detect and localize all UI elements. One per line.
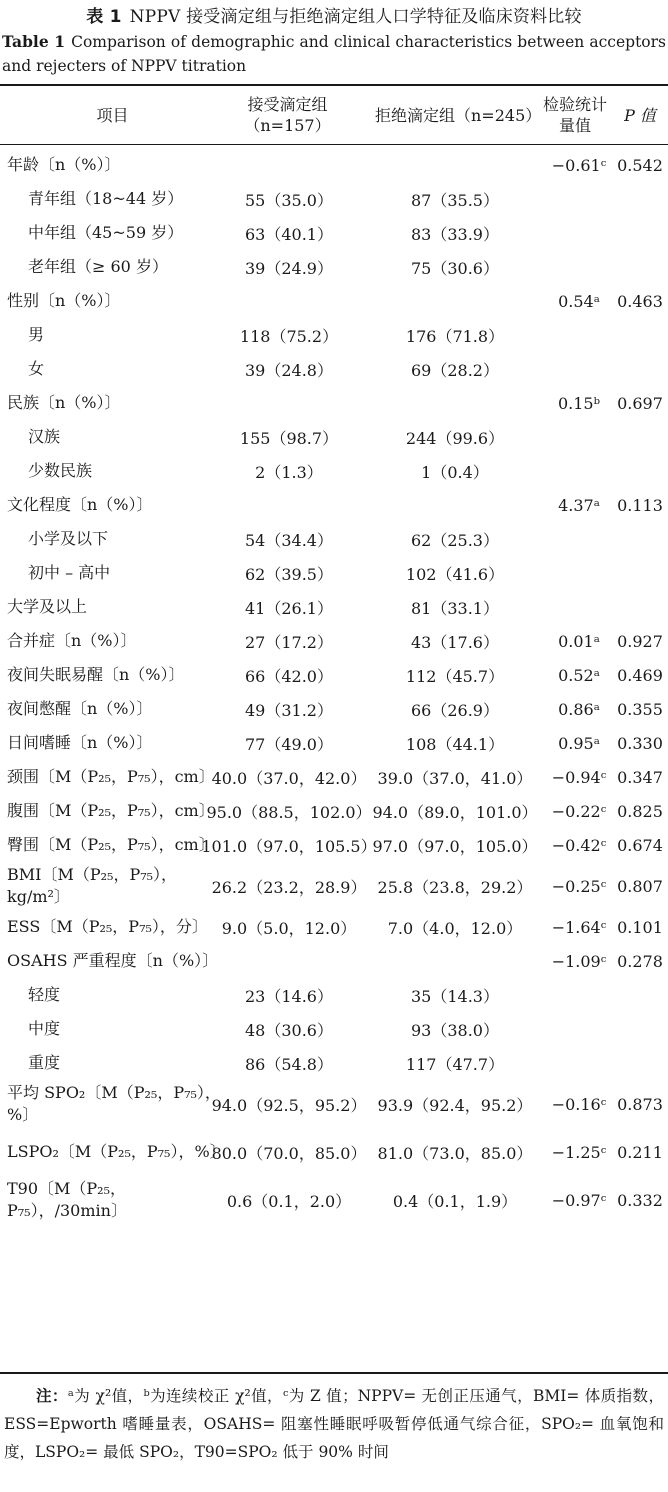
rejecters-value	[375, 284, 535, 318]
acceptors-value	[229, 944, 349, 978]
header-p-value: P 值	[624, 105, 656, 125]
table-row	[0, 284, 668, 318]
table-row	[0, 944, 668, 978]
p-value	[612, 454, 668, 488]
acceptors-value: 48（30.6）	[245, 1020, 333, 1040]
row-label: 年龄〔n（%）〕	[7, 155, 121, 174]
row-label: 夜间憋醒〔n（%）〕	[7, 699, 153, 718]
rejecters-value: 43（17.6）	[411, 632, 499, 652]
row-label: 老年组（≥ 60 岁）	[28, 257, 168, 276]
table-row	[0, 862, 668, 910]
row-label: 合并症〔n（%）〕	[7, 631, 137, 650]
caption-en-label: Table 1	[2, 32, 66, 51]
table-row	[0, 182, 668, 216]
statistic-value	[545, 1046, 613, 1080]
row-label: T90〔M（P₂₅，P₇₅），/30min〕	[7, 1179, 127, 1220]
rejecters-value: 0.4（0.1，1.9）	[392, 1191, 518, 1211]
acceptors-value: 49（31.2）	[245, 700, 333, 720]
statistic-value: −0.22ᶜ	[551, 801, 607, 821]
header-rejecters: 拒绝滴定组（n=245）	[375, 105, 542, 125]
table-note	[4, 1382, 664, 1466]
table-row	[0, 522, 668, 556]
rejecters-value: 108（44.1）	[405, 734, 505, 754]
row-label: ESS〔M（P₂₅，P₇₅），分〕	[7, 917, 208, 936]
row-label: LSPO₂〔M（P₂₅，P₇₅），%〕	[7, 1142, 226, 1161]
statistic-value: 0.52ᵃ	[558, 665, 600, 685]
statistic-value: −0.25ᶜ	[551, 876, 607, 896]
statistic-value	[545, 556, 613, 590]
statistic-value	[545, 318, 613, 352]
p-value	[612, 1046, 668, 1080]
table-row	[0, 454, 668, 488]
statistic-value	[545, 420, 613, 454]
rejecters-value: 81（33.1）	[411, 598, 499, 618]
p-value: 0.332	[617, 1190, 663, 1210]
table-row	[0, 1012, 668, 1046]
row-label: 夜间失眠易醒〔n（%）〕	[7, 665, 185, 684]
caption-cn-title: NPPV 接受滴定组与拒绝滴定组人口学特征及临床资料比较	[129, 7, 582, 27]
acceptors-value: 95.0（88.5，102.0）	[206, 802, 372, 822]
statistic-value	[545, 216, 613, 250]
rejecters-value: 25.8（23.8，29.2）	[377, 877, 533, 897]
rejecters-value: 97.0（97.0，105.0）	[372, 836, 538, 856]
row-label: 重度	[28, 1053, 61, 1072]
table-row	[0, 216, 668, 250]
acceptors-value: 54（34.4）	[245, 530, 333, 550]
acceptors-value	[229, 284, 349, 318]
p-value: 0.211	[617, 1142, 663, 1162]
p-value	[612, 216, 668, 250]
acceptors-value: 63（40.1）	[245, 224, 333, 244]
rejecters-value: 75（30.6）	[411, 258, 499, 278]
acceptors-value: 101.0（97.0，105.5）	[201, 836, 377, 856]
p-value: 0.873	[617, 1094, 663, 1114]
table-row	[0, 420, 668, 454]
row-label: 男	[28, 325, 45, 344]
p-value: 0.101	[617, 917, 663, 937]
statistic-value: 0.54ᵃ	[558, 291, 600, 311]
statistic-value: 0.01ᵃ	[558, 631, 600, 651]
row-label: 大学及以上	[7, 597, 88, 616]
table-row	[0, 556, 668, 590]
acceptors-value	[229, 488, 349, 522]
acceptors-value: 23（14.6）	[245, 986, 333, 1006]
acceptors-value: 27（17.2）	[245, 632, 333, 652]
row-label: 女	[28, 359, 45, 378]
table-row	[0, 658, 668, 692]
acceptors-value: 26.2（23.2，28.9）	[211, 877, 367, 897]
statistic-value	[545, 182, 613, 216]
p-value: 0.347	[617, 767, 663, 787]
p-value	[612, 182, 668, 216]
note-text: ᵃ为 χ²值，ᵇ为连续校正 χ²值，ᶜ为 Z 值；NPPV= 无创正压通气，BMI= 体质指数，ESS=Epworth 嗜睡量表，OSAHS= 阻塞性睡眠呼吸暂停低通气综合征，SPO₂= 血氧饱和度，LSPO₂= 最低 SPO₂，T90=SPO₂ 低于 90% 时间	[4, 1387, 664, 1461]
header-statistic: 检验统计量值	[542, 95, 607, 135]
statistic-value: 0.95ᵃ	[558, 733, 600, 753]
row-label: 性别〔n（%）〕	[7, 291, 121, 310]
header-item: 项目	[96, 105, 129, 125]
acceptors-value	[229, 386, 349, 420]
p-value	[612, 420, 668, 454]
statistic-value: −1.09ᶜ	[551, 951, 607, 971]
p-value: 0.278	[617, 951, 663, 971]
acceptors-value	[229, 148, 349, 182]
acceptors-value: 2（1.3）	[255, 462, 323, 482]
acceptors-value: 39（24.9）	[245, 258, 333, 278]
acceptors-value: 41（26.1）	[245, 598, 333, 618]
note-label: 注：	[36, 1386, 68, 1405]
rejecters-value	[375, 488, 535, 522]
statistic-value	[545, 590, 613, 624]
statistic-value	[545, 352, 613, 386]
rejecters-value: 1（0.4）	[421, 462, 489, 482]
statistic-value: 0.15ᵇ	[557, 393, 601, 413]
statistic-value	[545, 522, 613, 556]
table-row	[0, 250, 668, 284]
rejecters-value: 112（45.7）	[405, 666, 505, 686]
rejecters-value: 93.9（92.4，95.2）	[377, 1095, 533, 1115]
rejecters-value	[375, 944, 535, 978]
row-label: 平均 SPO₂〔M（P₂₅，P₇₅），%〕	[7, 1083, 221, 1124]
acceptors-value: 9.0（5.0，12.0）	[221, 918, 357, 938]
table-row	[0, 352, 668, 386]
table-row	[0, 590, 668, 624]
table-row	[0, 318, 668, 352]
table-row	[0, 1128, 668, 1176]
table-row	[0, 1046, 668, 1080]
p-value: 0.330	[617, 733, 663, 753]
table-bottom-rule	[0, 1372, 668, 1374]
statistic-value	[545, 454, 613, 488]
rejecters-value: 244（99.6）	[405, 428, 505, 448]
acceptors-value: 80.0（70.0，85.0）	[211, 1143, 367, 1163]
p-value: 0.542	[617, 155, 663, 175]
table-row	[0, 910, 668, 944]
p-value	[612, 1012, 668, 1046]
p-value: 0.674	[617, 835, 663, 855]
p-value: 0.463	[617, 291, 663, 311]
acceptors-value: 0.6（0.1，2.0）	[226, 1191, 352, 1211]
row-label: 轻度	[28, 985, 61, 1004]
rejecters-value: 93（38.0）	[411, 1020, 499, 1040]
p-value	[612, 318, 668, 352]
acceptors-value: 86（54.8）	[245, 1054, 333, 1074]
acceptors-value: 40.0（37.0，42.0）	[211, 768, 367, 788]
table-row	[0, 386, 668, 420]
row-label: 汉族	[28, 427, 61, 446]
rejecters-value: 35（14.3）	[411, 986, 499, 1006]
table-row	[0, 828, 668, 862]
rejecters-value: 176（71.8）	[405, 326, 505, 346]
row-label: 少数民族	[28, 461, 93, 480]
caption-chinese	[0, 2, 668, 27]
p-value	[612, 522, 668, 556]
p-value	[612, 590, 668, 624]
row-label: 中年组（45~59 岁）	[28, 223, 184, 242]
table-row	[0, 978, 668, 1012]
rejecters-value: 62（25.3）	[411, 530, 499, 550]
statistic-value: −0.61ᶜ	[551, 155, 607, 175]
statistic-value: −0.42ᶜ	[551, 835, 607, 855]
row-label: 文化程度〔n（%）〕	[7, 495, 153, 514]
row-label: OSAHS 严重程度〔n（%）〕	[7, 951, 219, 970]
rejecters-value: 87（35.5）	[411, 190, 499, 210]
p-value	[612, 250, 668, 284]
table-header-rule	[0, 144, 668, 145]
rejecters-value: 83（33.9）	[411, 224, 499, 244]
statistic-value	[545, 1012, 613, 1046]
row-label: 臀围〔M（P₂₅，P₇₅），cm〕	[7, 835, 215, 854]
rejecters-value: 39.0（37.0，41.0）	[377, 768, 533, 788]
statistic-value: 4.37ᵃ	[558, 495, 600, 515]
acceptors-value: 118（75.2）	[239, 326, 339, 346]
rejecters-value: 117（47.7）	[405, 1054, 505, 1074]
statistic-value	[545, 250, 613, 284]
row-label: 腹围〔M（P₂₅，P₇₅），cm〕	[7, 801, 215, 820]
p-value: 0.697	[617, 393, 663, 413]
row-label: 初中 – 高中	[28, 563, 111, 582]
acceptors-value: 55（35.0）	[245, 190, 333, 210]
rejecters-value: 94.0（89.0，101.0）	[372, 802, 538, 822]
rejecters-value	[375, 148, 535, 182]
table-row	[0, 692, 668, 726]
table-row	[0, 488, 668, 522]
table-row	[0, 726, 668, 760]
rejecters-value: 69（28.2）	[411, 360, 499, 380]
p-value: 0.469	[617, 665, 663, 685]
caption-en-title: Comparison of demographic and clinical characteristics between acceptors and rejecters of NPPV titration	[2, 33, 666, 75]
statistic-value: −1.25ᶜ	[551, 1142, 607, 1162]
statistic-value: −0.16ᶜ	[551, 1094, 607, 1114]
acceptors-value: 66（42.0）	[245, 666, 333, 686]
table-row	[0, 794, 668, 828]
statistic-value: −1.64ᶜ	[551, 917, 607, 937]
p-value: 0.927	[617, 631, 663, 651]
statistic-value: 0.86ᵃ	[558, 699, 600, 719]
rejecters-value: 102（41.6）	[405, 564, 505, 584]
row-label: BMI〔M（P₂₅，P₇₅），kg/m²〕	[7, 865, 178, 906]
row-label: 颈围〔M（P₂₅，P₇₅），cm〕	[7, 767, 215, 786]
row-label: 小学及以下	[28, 529, 109, 548]
header-acceptors: 接受滴定组（n=157）	[244, 95, 331, 135]
table-row	[0, 148, 668, 182]
p-value: 0.113	[617, 495, 663, 515]
caption-english	[2, 30, 666, 78]
statistic-value: −0.94ᶜ	[551, 767, 607, 787]
row-label: 青年组（18~44 岁）	[28, 189, 184, 208]
row-label: 民族〔n（%）〕	[7, 393, 121, 412]
p-value	[612, 352, 668, 386]
rejecters-value: 7.0（4.0，12.0）	[387, 918, 523, 938]
p-value	[612, 556, 668, 590]
acceptors-value: 77（49.0）	[245, 734, 333, 754]
acceptors-value: 155（98.7）	[239, 428, 339, 448]
p-value: 0.355	[617, 699, 663, 719]
table-row	[0, 1176, 668, 1224]
table-row	[0, 760, 668, 794]
table-row	[0, 1080, 668, 1128]
rejecters-value: 66（26.9）	[411, 700, 499, 720]
table-row	[0, 624, 668, 658]
p-value	[612, 978, 668, 1012]
caption-cn-label: 表 1	[86, 7, 122, 27]
statistic-value: −0.97ᶜ	[551, 1190, 607, 1210]
row-label: 中度	[28, 1019, 61, 1038]
acceptors-value: 62（39.5）	[245, 564, 333, 584]
acceptors-value: 94.0（92.5，95.2）	[211, 1095, 367, 1115]
p-value: 0.825	[617, 801, 663, 821]
acceptors-value: 39（24.8）	[245, 360, 333, 380]
p-value: 0.807	[617, 876, 663, 896]
row-label: 日间嗜睡〔n（%）〕	[7, 733, 153, 752]
rejecters-value: 81.0（73.0，85.0）	[377, 1143, 533, 1163]
statistic-value	[545, 978, 613, 1012]
rejecters-value	[375, 386, 535, 420]
